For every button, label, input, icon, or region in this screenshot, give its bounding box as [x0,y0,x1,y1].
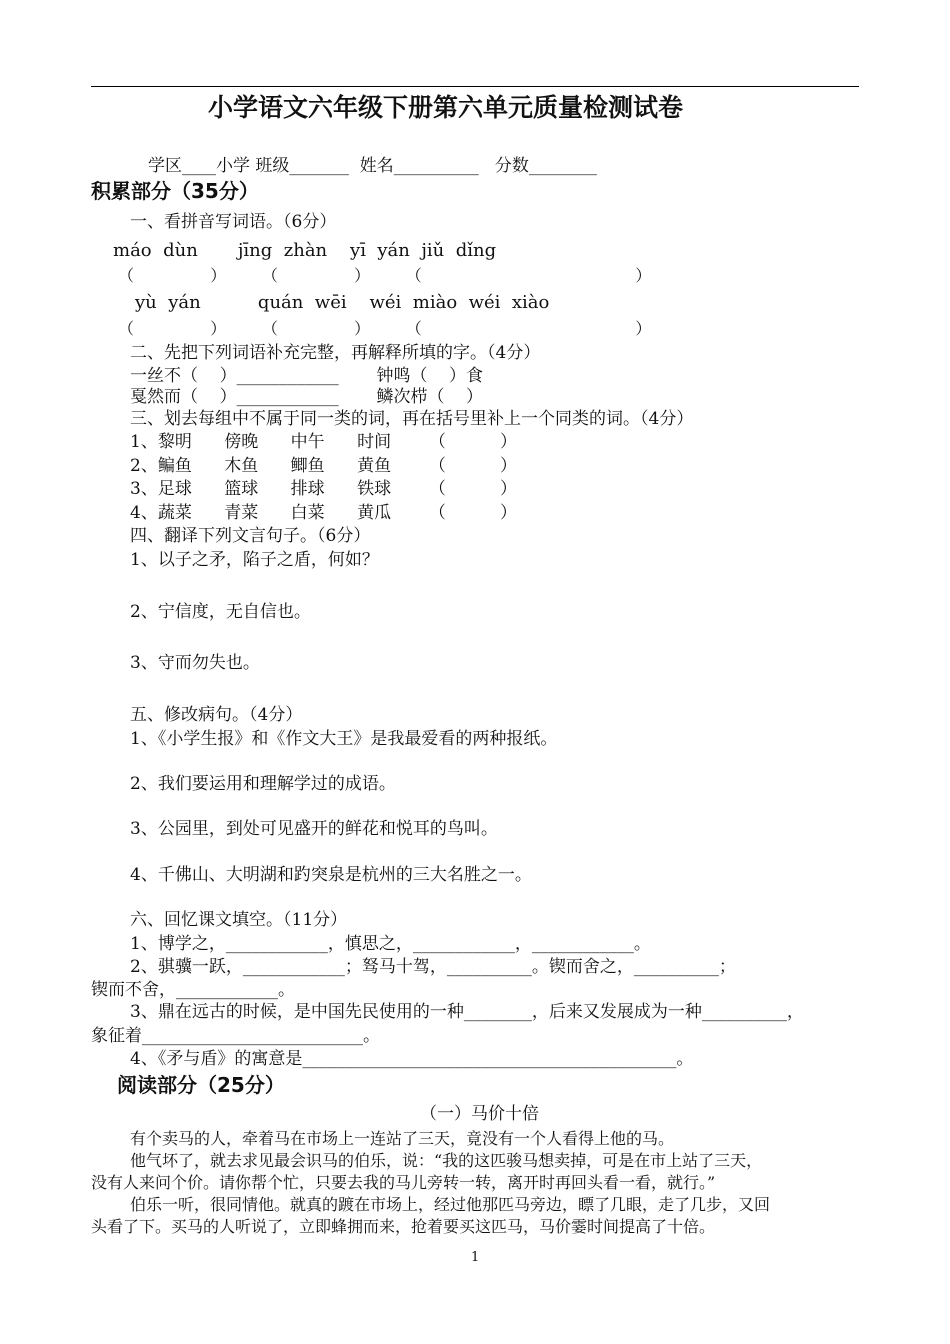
passage-paragraph-cont: 没有人来问个价。请你帮个忙，只要去我的马儿旁转一转，离开时再回头看一看，就行。” [91,1173,716,1192]
q2-line1: 一丝不（ ）____________ 钟鸣（ ）食 [130,366,484,386]
q4-item: 2、宁信度，无自信也。 [130,602,311,622]
q6-line2: 2、骐骥一跃，____________；驽马十驾，__________。锲而舍之，__________； [130,957,736,977]
q5-item: 1、《小学生报》和《作文大王》是我最爱看的两种报纸。 [130,729,558,749]
q2-title: 二、先把下列词语补充完整，再解释所填的字。（4分） [130,343,541,363]
passage-paragraph: 伯乐一听，很同情他。就真的踱在市场上，经过他那匹马旁边，瞟了几眼，走了几步，又回 [130,1195,771,1214]
q4-item: 1、以子之矛，陷子之盾，何如？ [130,550,379,570]
passage-title: （一）马价十倍 [420,1104,539,1124]
q5-item: 3、公园里，到处可见盛开的鲜花和悦耳的鸟叫。 [130,819,498,839]
q3-title: 三、划去每组中不属于同一类的词，再在括号里补上一个同类的词。（4分） [130,409,694,429]
q1-pinyin-row2: yù yán quán wēi wéi miào wéi xiào [135,292,550,313]
q5-item: 2、我们要运用和理解学过的成语。 [130,774,396,794]
q3-row: 4、蔬菜 青菜 白菜 黄瓜 （ ） [130,503,517,523]
q6-title: 六、回忆课文填空。（11分） [130,910,348,930]
student-info-line: 学区____小学 班级_______ 姓名__________ 分数________ [148,156,597,176]
part2-heading: 阅读部分（25分） [117,1073,285,1097]
q2-line2: 戛然而（ ）____________ 鳞次栉（ ） [130,387,484,407]
q6-line2-cont: 锲而不舍，____________。 [91,980,295,1000]
top-rule [91,86,859,87]
part1-heading: 积累部分（35分） [91,179,259,203]
page-number: 1 [471,1250,480,1265]
q3-row: 3、足球 篮球 排球 铁球 （ ） [130,479,517,499]
q4-title: 四、翻译下列文言句子。（6分） [130,526,371,546]
q6-line3-cont: 象征着__________________________。 [91,1026,380,1046]
q6-line4: 4、《矛与盾》的寓意是____________________________________________。 [130,1049,694,1069]
q1-title: 一、看拼音写词语。（6分） [130,212,337,232]
q4-item: 3、守而勿失也。 [130,653,260,673]
q1-brackets-row1: （ ） （ ） （ ） [118,266,652,285]
passage-paragraph: 他气坏了，就去求见最会识马的伯乐，说：“我的这匹骏马想卖掉，可是在市上站了三天， [130,1151,763,1170]
q5-title: 五、修改病句。（4分） [130,705,303,725]
q6-line1: 1、博学之，____________，慎思之，____________，____________。 [130,934,651,954]
q3-row: 2、鳊鱼 木鱼 鲫鱼 黄鱼 （ ） [130,456,517,476]
q5-item: 4、千佛山、大明湖和趵突泉是杭州的三大名胜之一。 [130,865,532,885]
page-title: 小学语文六年级下册第六单元质量检测试卷 [208,93,684,122]
q6-line3: 3、鼎在远古的时候，是中国先民使用的一种________，后来又发展成为一种__________， [130,1002,804,1022]
q1-pinyin-row1: máo dùn jīng zhàn yī yán jiǔ dǐng [113,240,497,261]
q1-brackets-row2: （ ） （ ） （ ） [118,319,652,338]
q3-row: 1、黎明 傍晚 中午 时间 （ ） [130,432,517,452]
passage-paragraph-cont: 头看了下。买马的人听说了，立即蜂拥而来，抢着要买这匹马，马价霎时间提高了十倍。 [91,1217,716,1236]
passage-paragraph: 有个卖马的人，牵着马在市场上一连站了三天，竟没有一个人看得上他的马。 [130,1129,675,1148]
